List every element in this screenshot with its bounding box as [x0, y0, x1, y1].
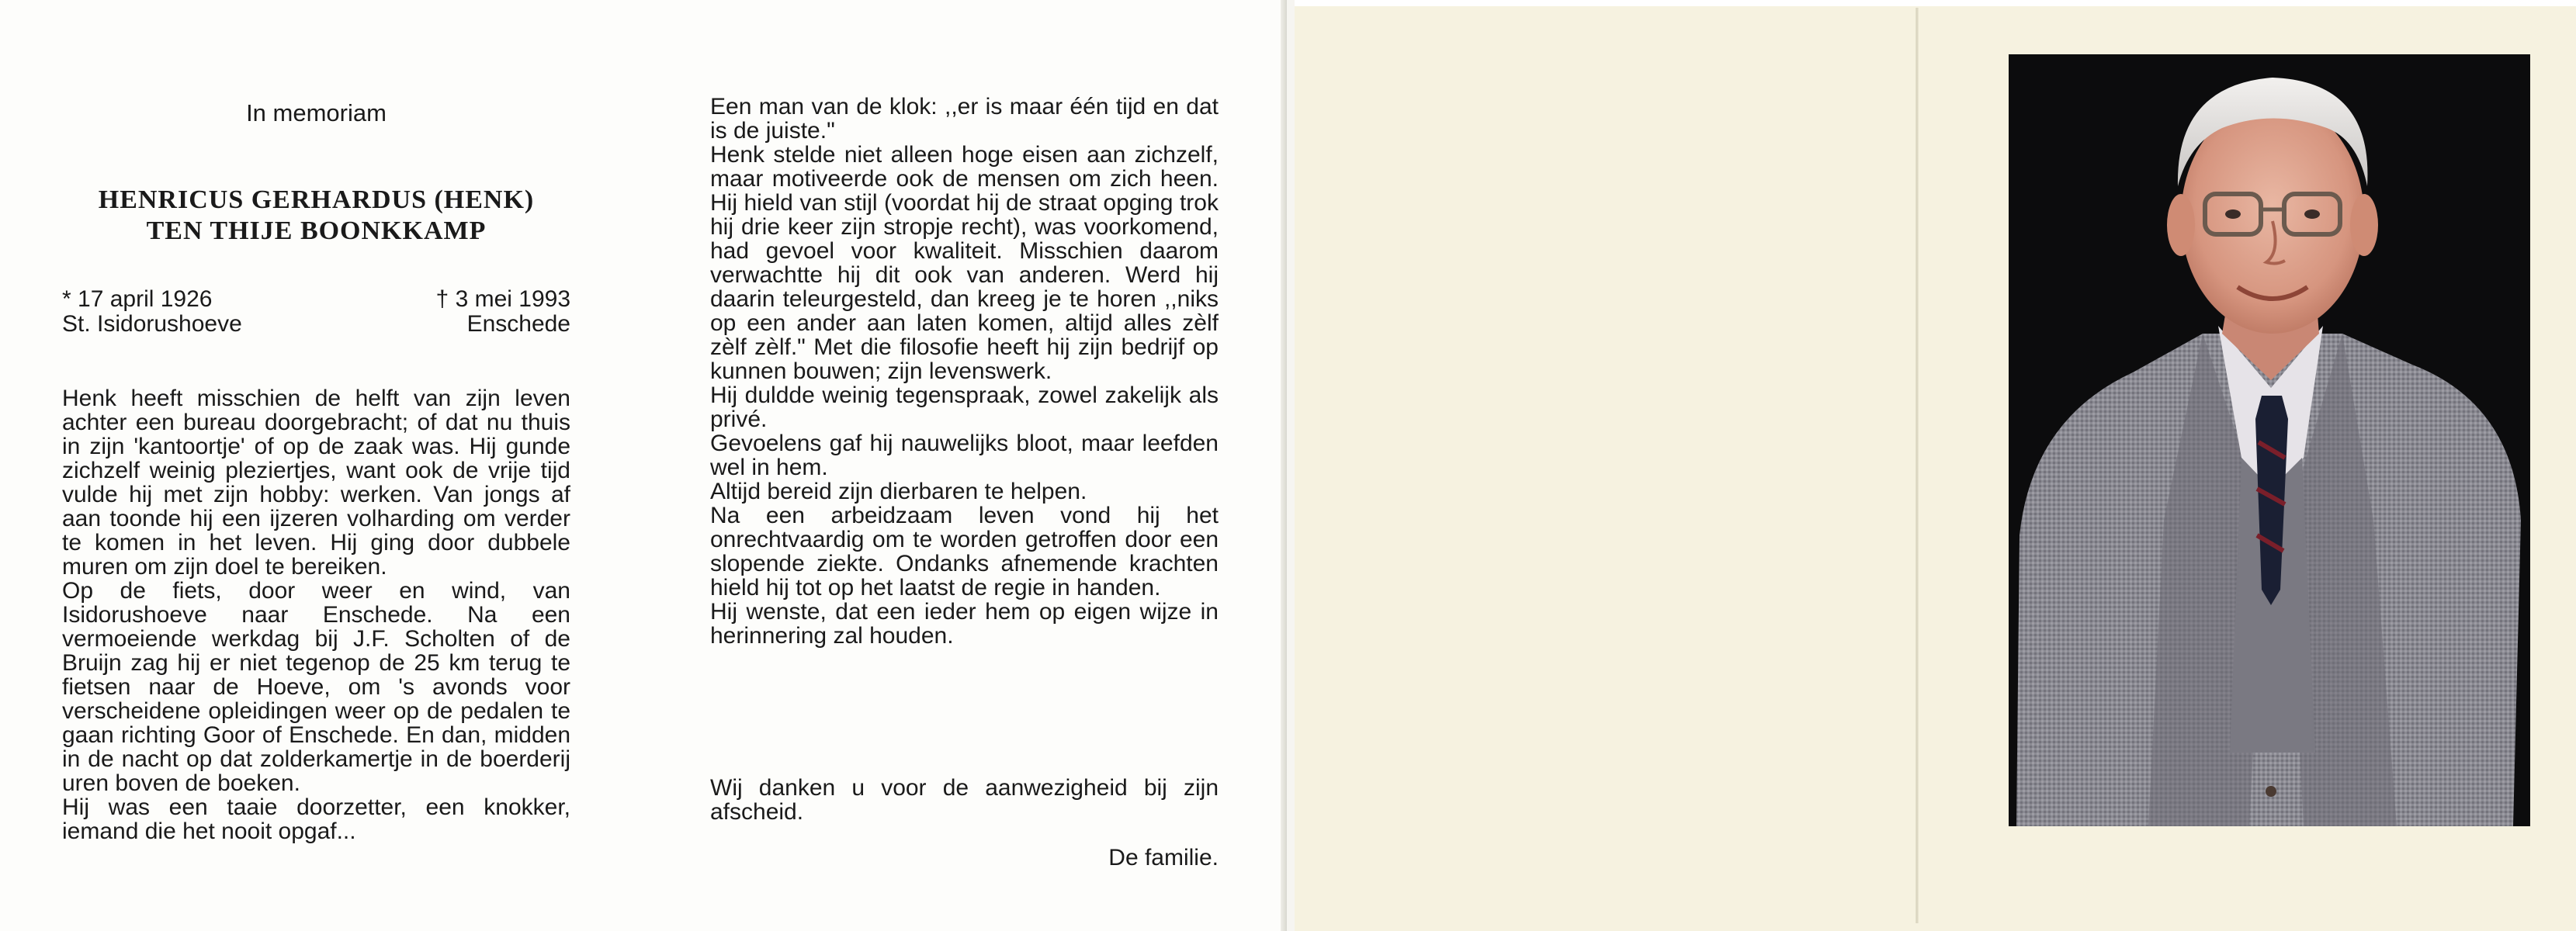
deceased-name — [62, 185, 570, 247]
left-body-text — [62, 386, 570, 843]
thanks-text: Wij danken u voor de aanwezigheid bij zijn afscheid. — [710, 775, 1219, 825]
paragraph: Een man van de klok: ,,er is maar één tijd en dat is de juiste." — [710, 94, 1219, 144]
paragraph: Henk heeft misschien de helft van zijn leven achter een bureau doorgebracht; of dat nu thuis in zijn 'kantoortje' of op de zaak was. Hij gunde zichzelf weinig pleziertjes, want ook de vrije tijd vulde hij met zijn hobby: werken. Van jongs af aan toonde hij een ijzeren volharding om verder te komen in het leven. Hij ging door dubbele muren om zijn doel te bereiken. — [62, 386, 570, 580]
card-fold-line — [1916, 8, 1919, 923]
paragraph: Hij duldde weinig tegenspraak, zowel zakelijk als privé. — [710, 382, 1219, 432]
card-fold-shadow — [1281, 0, 1287, 931]
birth-date: * 17 april 1926 — [62, 286, 213, 312]
paragraph: Op de fiets, door weer en wind, van Isidorushoeve naar Enschede. Na een vermoeiende werkdag bij J.F. Scholten of de Bruijn zag hij er niet tegenop de 25 km terug te fietsen naar de Hoeve, om 's avonds voor verscheidene opleidingen weer op de pedalen te gaan richting Goor of Enschede. En dan, midden in de nacht op dat zolderkamertje in de boerderij uren boven de boeken. — [62, 578, 570, 796]
paragraph: Gevoelens gaf hij nauwelijks bloot, maar leefden wel in hem. — [710, 431, 1219, 480]
paragraph: Hij was een taaie doorzetter, een knokker, iemand die het nooit opgaf... — [62, 794, 570, 844]
paragraph: Na een arbeidzaam leven vond hij het onrechtvaardig om te worden getroffen door een slopende ziekte. Ondanks afnemende krachten hield hij tot op het laatst de regie in handen. — [710, 503, 1219, 600]
dates-block — [62, 287, 570, 337]
card-top-edge — [1295, 0, 2576, 6]
paragraph: Henk stelde niet alleen hoge eisen aan zichzelf, maar motiveerde ook de mensen om zich heen. Hij hield van stijl (voordat hij de straat opging trok hij drie keer zijn stropje recht), was voorkomend, had gevoel voor kwaliteit. Misschien daarom verwachtte hij dit ook van anderen. Werd hij daarin teleurgesteld, dan kreeg je te horen ,,niks op een ander aan laten komen, altijd alles zèlf zèlf zèlf." Met die filosofie heeft hij zijn bedrijf op kunnen bouwen; zijn levenswerk. — [710, 142, 1219, 384]
death-date: † 3 mei 1993 — [435, 286, 570, 312]
right-body-text — [710, 95, 1219, 648]
memoriam-heading: In memoriam — [246, 99, 387, 126]
card-gap — [1287, 0, 1295, 931]
memorial-card-photo-page — [1295, 0, 2576, 931]
memorial-card-text-page — [0, 0, 1287, 931]
name-line-1: HENRICUS GERHARDUS (HENK) — [98, 185, 535, 214]
signature: De familie. — [1108, 845, 1219, 870]
birth-place: St. Isidorushoeve — [62, 311, 242, 337]
death-place: Enschede — [466, 311, 570, 337]
portrait-illustration — [2009, 54, 2530, 826]
name-line-2: TEN THIJE BOONKKAMP — [146, 216, 487, 245]
paragraph: Altijd bereid zijn dierbaren te helpen. — [710, 479, 1087, 504]
portrait-photo — [2009, 54, 2530, 826]
paragraph: Hij wenste, dat een ieder hem op eigen wijze in herinnering zal houden. — [710, 599, 1219, 649]
